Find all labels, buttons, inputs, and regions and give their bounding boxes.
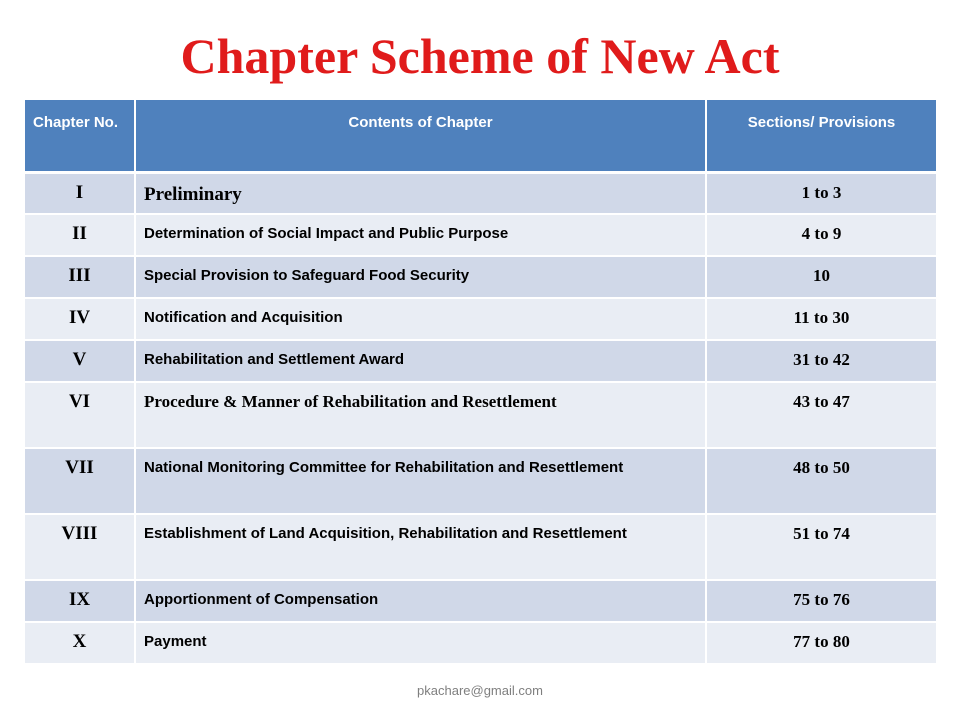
table-row xyxy=(25,340,936,382)
chapter-sections: 48 to 50 xyxy=(706,448,936,514)
chapter-contents: Rehabilitation and Settlement Award xyxy=(135,340,706,382)
chapter-contents: Procedure & Manner of Rehabilitation and Resettlement xyxy=(135,382,706,448)
chapter-contents: Apportionment of Compensation xyxy=(135,580,706,622)
chapter-contents: Notification and Acquisition xyxy=(135,298,706,340)
chapter-sections: 51 to 74 xyxy=(706,514,936,580)
page-title: Chapter Scheme of New Act xyxy=(180,28,780,84)
chapter-sections: 31 to 42 xyxy=(706,340,936,382)
table-row xyxy=(25,298,936,340)
table-row xyxy=(25,256,936,298)
chapter-number: VII xyxy=(25,448,135,514)
chapter-number: VI xyxy=(25,382,135,448)
column-header-contents: Contents of Chapter xyxy=(135,100,706,172)
table-row xyxy=(25,172,936,214)
chapter-number: VIII xyxy=(25,514,135,580)
chapter-table xyxy=(25,100,936,665)
chapter-number: X xyxy=(25,622,135,664)
chapter-contents: Preliminary xyxy=(135,172,706,214)
table-header-row xyxy=(25,100,936,172)
chapter-contents: National Monitoring Committee for Rehabilitation and Resettlement xyxy=(135,448,706,514)
table-row xyxy=(25,382,936,448)
chapter-sections: 43 to 47 xyxy=(706,382,936,448)
column-header-chapter-no: Chapter No. xyxy=(25,100,135,172)
table-row xyxy=(25,622,936,664)
chapter-contents: Determination of Social Impact and Public Purpose xyxy=(135,214,706,256)
chapter-number: II xyxy=(25,214,135,256)
column-header-sections: Sections/ Provisions xyxy=(706,100,936,172)
chapter-number: III xyxy=(25,256,135,298)
footer-email: pkachare@gmail.com xyxy=(417,683,543,698)
table-row xyxy=(25,514,936,580)
chapter-number: V xyxy=(25,340,135,382)
table-row xyxy=(25,214,936,256)
chapter-contents: Payment xyxy=(135,622,706,664)
table-row xyxy=(25,580,936,622)
table-row xyxy=(25,448,936,514)
chapter-number: I xyxy=(25,172,135,214)
chapter-sections: 4 to 9 xyxy=(706,214,936,256)
chapter-sections: 11 to 30 xyxy=(706,298,936,340)
chapter-number: IX xyxy=(25,580,135,622)
chapter-contents: Establishment of Land Acquisition, Rehabilitation and Resettlement xyxy=(135,514,706,580)
chapter-sections: 75 to 76 xyxy=(706,580,936,622)
chapter-sections: 1 to 3 xyxy=(706,172,936,214)
table-body xyxy=(25,172,936,664)
chapter-number: IV xyxy=(25,298,135,340)
chapter-contents: Special Provision to Safeguard Food Security xyxy=(135,256,706,298)
chapter-sections: 77 to 80 xyxy=(706,622,936,664)
chapter-sections: 10 xyxy=(706,256,936,298)
